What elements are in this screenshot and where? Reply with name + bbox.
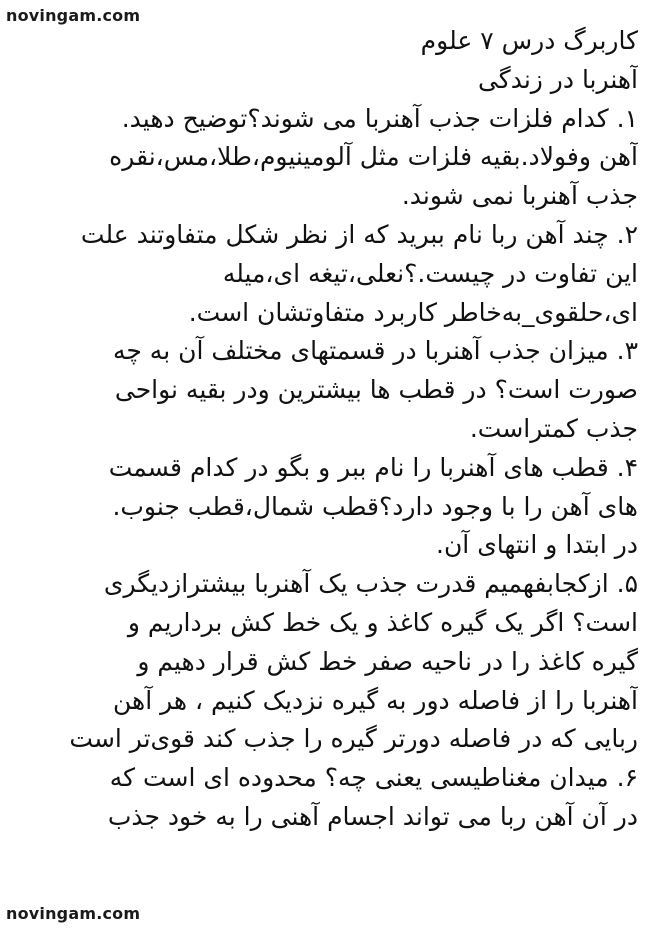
text-line: در ابتدا و انتهای آن. (436, 530, 638, 560)
text-line: جذب آهنربا نمی شوند. (401, 181, 638, 211)
watermark-bottom: novingam.com (6, 904, 141, 923)
text-line: این تفاوت در چیست.؟نعلی،تیغه ای،میله (222, 258, 638, 288)
worksheet-text (40, 22, 638, 837)
text-line: در آن آهن ربا می تواند اجسام آهنی را به خود جذب (107, 801, 638, 831)
text-line: آهنربا را از فاصله دور به گیره نزدیک کنیم ، هر آهن (113, 685, 638, 715)
text-line: ای،حلقوی_به‌خاطر کاربرد متفاوتشان است. (188, 297, 638, 327)
text-line: ربایی که در فاصله دورتر گیره را جذب کند قوی‌تر است (69, 724, 638, 754)
worksheet-subtitle: آهنربا در زندگی (477, 64, 638, 94)
text-line: صورت است؟ در قطب ها بیشترین ودر بقیه نواحی (114, 375, 638, 405)
text-line: گیره کاغذ را در ناحیه صفر خط کش قرار دهیم و (137, 646, 638, 676)
text-line: های آهن را با وجود دارد؟قطب شمال،قطب جنوب. (112, 491, 638, 521)
text-line: ۳. میزان جذب آهنربا در قسمتهای مختلف آن به چه (112, 336, 638, 366)
text-line: ۵. ازکجابفهمیم قدرت جذب یک آهنربا بیشترازدیگری (103, 569, 638, 599)
text-line: است؟ اگر یک گیره کاغذ و یک خط کش برداریم و (127, 607, 638, 637)
worksheet-title: کاربرگ درس ۷ علوم (420, 26, 638, 55)
watermark-top: novingam.com (6, 6, 141, 25)
text-line: ۱. کدام فلزات جذب آهنربا می شوند؟توضیح دهید. (121, 103, 638, 133)
text-line: ۴. قطب های آهنربا را نام ببر و بگو در کدام قسمت (108, 452, 638, 482)
text-line: ۶. میدان مغناطیسی یعنی چه؟ محدوده ای است که (109, 763, 638, 793)
text-line: جذب کمتراست. (469, 413, 638, 443)
text-line: ۲. چند آهن ربا نام ببرید که از نظر شکل متفاوتند علت (80, 219, 638, 249)
text-line: آهن وفولاد.بقیه فلزات مثل آلومینیوم،طلا،مس،نقره (109, 142, 638, 172)
